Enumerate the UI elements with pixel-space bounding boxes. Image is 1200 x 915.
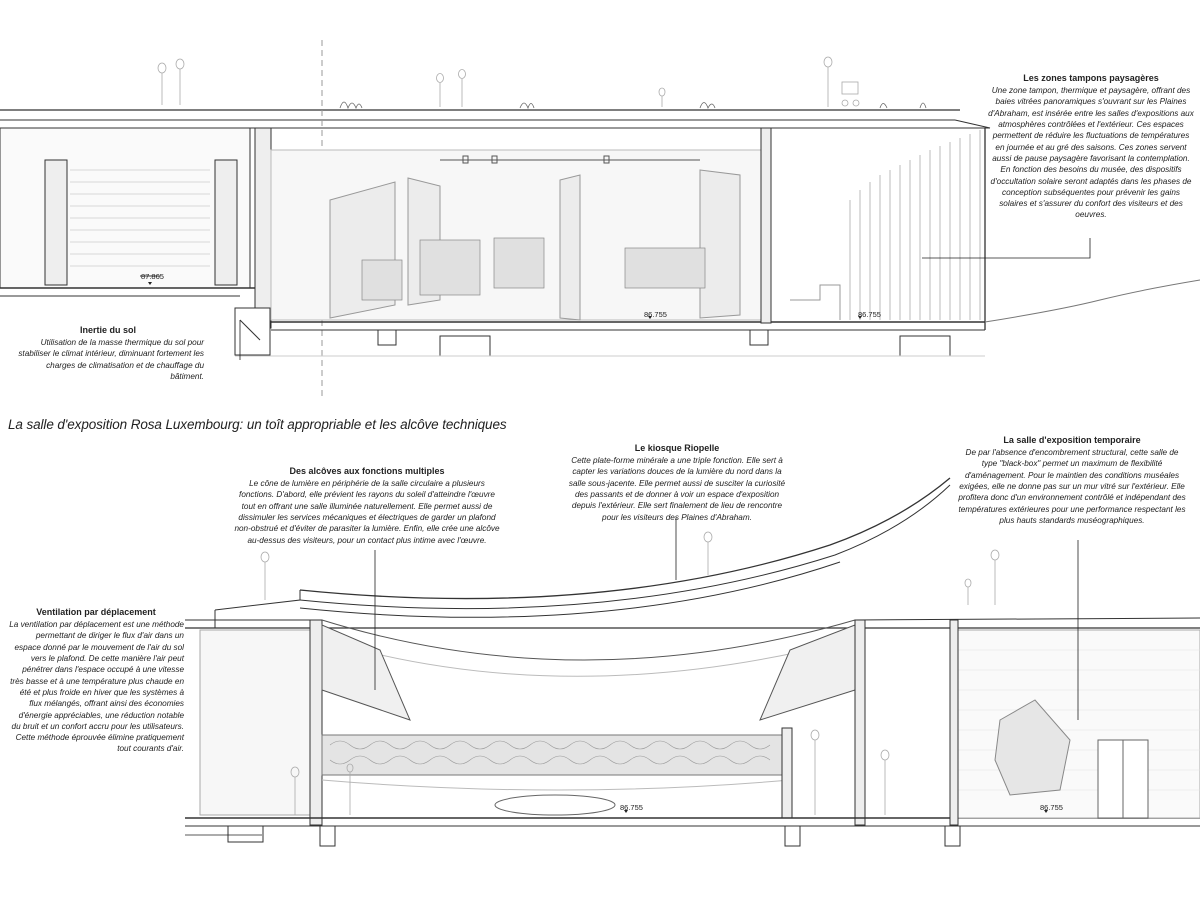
buffer-zone-glazing [850, 130, 980, 320]
left-room-wall [0, 128, 250, 288]
level-label-bottom-right: 86.755 [1040, 803, 1063, 812]
mural-band [322, 735, 782, 775]
note-temporaire-body: De par l'absence d'encombrement structural, cette salle de type "black-box" permet un maximum de flexibilité d'aménagement. Pour le maintien des conditions muséales exigées, elle ne donne pas sur un mur vitré sur l'extérieur. Elle profitera donc d'un environnement contrôlé et indépendant des températures extérieures pour une performance respectant les plus hauts standards muséographiques. [958, 448, 1186, 525]
note-alcoves-body: Le cône de lumière en périphérie de la salle circulaire a plusieurs fonctions. D'abord, elle prévient les rayons du soleil d'atteindre l'œuvre tout en offrant une salle illuminée naturellement. Elle permet aussi de dissimuler les services mécaniques et électriques de garder un plafond non-obstrué et d'éviter de parasiter la lumière. Enfin, elle crée une alcôve au-dessus des visiteurs, pour un contact plus intime avec l'œuvre. [234, 479, 500, 545]
note-kiosque-title: Le kiosque Riopelle [634, 443, 720, 453]
note-ventilation-body: La ventilation par déplacement est une méthode permettant de diriger le flux d'air dans un espace donné par le mouvement de l'air du sol vers le plafond. De cette manière l'air peut pénétrer dans l'espace occupé à une vitesse très basse et à une température plus chaude en été et plus froide en hiver que les systèmes à flux mélangés, offrant ainsi des économies d'énergie appréciables, une réduction notable du bruit et un confort accru pour les utilisateurs. Cette méthode éprouvée élimine pratiquement tout courants d'air. [9, 620, 184, 754]
note-kiosque [564, 443, 790, 523]
alcove-right [760, 625, 855, 720]
buffer-zone-steps [790, 285, 840, 320]
note-alcoves [232, 466, 502, 546]
section-title: La salle d'exposition Rosa Luxembourg: un toît appropriable et les alcôve techniques [8, 417, 507, 432]
green-roof-grass [340, 102, 926, 108]
level-label-top-right: 86.755 [858, 310, 881, 319]
lower-footings [228, 826, 960, 846]
level-label-top-mid: 86.755 [644, 310, 667, 319]
note-ventilation [8, 607, 184, 755]
note-temporaire-title: La salle d'exposition temporaire [1003, 435, 1141, 445]
upper-footings [378, 330, 950, 356]
note-inertie-title: Inertie du sol [79, 325, 136, 335]
note-inertie [12, 325, 204, 382]
central-bench [495, 795, 615, 815]
level-label-top-left: 87.865 [141, 272, 164, 281]
note-kiosque-body: Cette plate-forme minérale a une triple fonction. Elle sert à capter les variations douces de la lumière du nord dans la salle sous-jacente. Elle permet aussi de susciter la curiosité des passants et de donner à voir un espace d'exposition depuis l'extérieur. Elle sert finalement de lieu de rencontre pour les visiteurs des Plaines d'Abraham. [568, 456, 786, 522]
note-ventilation-title: Ventilation par déplacement [36, 607, 156, 617]
circular-hall-ceiling [322, 620, 855, 660]
roof-figures [158, 57, 859, 107]
note-inertie-body: Utilisation de la masse thermique du sol pour stabiliser le climat intérieur, diminuant fortement les charges de climatisation et de chauffage du bâtiment. [18, 338, 204, 381]
note-zones-tampons-title: Les zones tampons paysagères [1023, 73, 1159, 83]
note-zones-tampons-body: Une zone tampon, thermique et paysagère, offrant des baies vitrées panoramiques s'ouvrant sur les Plaines d'Abraham, est insérée entre les salles d'expositions aux atmosphères contrôlées et l'extérieur. Ces espaces permettent de réduire les fluctuations de températures en journée et au gré des saisons. Ces zones servent aussi de pause paysagère favorisant la contemplation. En fonction des besoins du musée, des dispositifs d'occultation solaire seront adaptés dans les phases de conception subséquentes pour prévenir les gains solaires et s'assurer du confort des visiteurs et des oeuvres. [988, 86, 1194, 220]
ventilation-room [200, 630, 310, 815]
level-label-bottom-mid: 86.755 [620, 803, 643, 812]
note-alcoves-title: Des alcôves aux fonctions multiples [289, 466, 445, 476]
note-zones-tampons [988, 73, 1194, 221]
note-temporaire [958, 435, 1186, 526]
ground-profile [985, 280, 1200, 322]
